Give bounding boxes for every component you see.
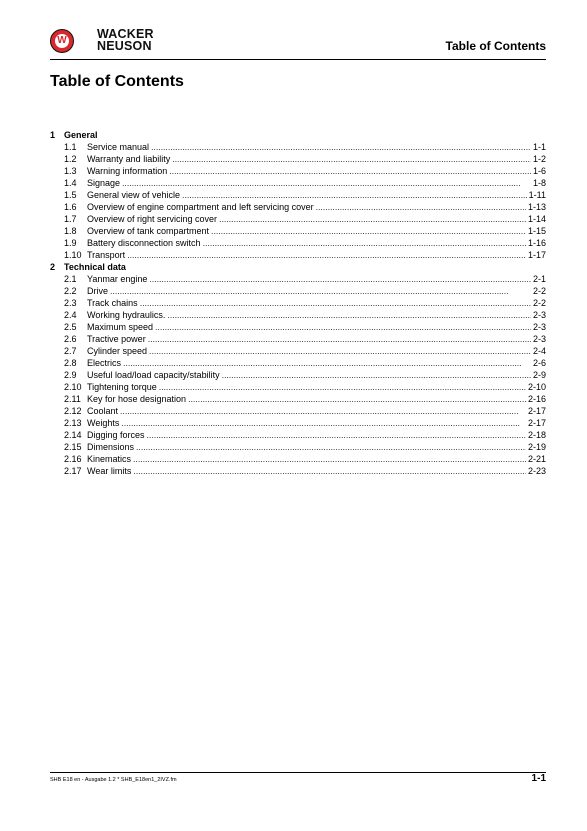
toc-section-title: General <box>64 130 98 140</box>
toc-entry[interactable] <box>50 201 546 213</box>
toc-entry-title: Tractive power <box>87 334 146 344</box>
toc-entry-page: 2-6 <box>532 358 546 368</box>
toc-entry-number: 2.12 <box>64 406 82 416</box>
toc-entry[interactable] <box>50 177 546 189</box>
toc-entry-page: 2-4 <box>532 346 546 356</box>
toc-entry-number: 2.7 <box>64 346 77 356</box>
toc-entry-page: 1-16 <box>527 238 546 248</box>
dot-leader <box>122 177 531 189</box>
toc-entry-page: 2-3 <box>532 334 546 344</box>
toc-entry-title: Service manual <box>87 142 150 152</box>
toc-entry[interactable] <box>50 393 546 405</box>
toc-entry-page: 1-8 <box>532 178 546 188</box>
toc-entry-title: Kinematics <box>87 454 132 464</box>
dot-leader <box>147 429 526 441</box>
toc-entry[interactable] <box>50 249 546 261</box>
toc-entry-page: 2-19 <box>527 442 546 452</box>
toc-entry-number: 2.11 <box>64 394 81 404</box>
toc-entry-number: 1.7 <box>64 214 77 224</box>
toc-entry-page: 2-21 <box>527 454 546 464</box>
dot-leader <box>149 345 531 357</box>
toc-entry-title: Overview of engine compartment and left servicing cover <box>87 202 314 212</box>
toc-section-number: 1 <box>50 130 56 140</box>
toc-entry-number: 1.10 <box>64 250 82 260</box>
toc-entry-number: 2.17 <box>64 466 82 476</box>
toc-entry-number: 1.8 <box>64 226 77 236</box>
toc-entry-number: 2.8 <box>64 358 77 368</box>
toc-entry-title: Transport <box>87 250 126 260</box>
dot-leader <box>172 153 531 165</box>
toc-entry[interactable] <box>50 345 546 357</box>
toc-entry[interactable] <box>50 273 546 285</box>
toc-entry[interactable] <box>50 285 546 297</box>
toc-entry-page: 1-17 <box>527 250 546 260</box>
toc-entry-title: Key for hose designation <box>87 394 187 404</box>
dot-leader <box>149 273 531 285</box>
dot-leader <box>123 357 531 369</box>
toc-entry-page: 2-2 <box>532 298 546 308</box>
toc-entry-page: 1-6 <box>532 166 546 176</box>
toc-entry-page: 1-1 <box>532 142 546 152</box>
footer-document-id: SHB E18 en - Ausgabe 1.2 * SHB_E18en1_2IVZ.fm <box>50 777 177 783</box>
toc-entry-page: 2-17 <box>527 418 546 428</box>
toc-entry-page: 2-1 <box>532 274 546 284</box>
toc-entry-page: 2-17 <box>527 406 546 416</box>
footer-page-number: 1-1 <box>531 773 546 784</box>
dot-leader <box>120 405 526 417</box>
toc-entry-number: 1.5 <box>64 190 77 200</box>
dot-leader <box>155 321 531 333</box>
toc-entry[interactable] <box>50 309 546 321</box>
toc-entry[interactable] <box>50 165 546 177</box>
toc-entry-number: 2.6 <box>64 334 77 344</box>
brand-line1: WACKER <box>97 27 154 41</box>
dot-leader <box>151 141 531 153</box>
toc-entry-number: 2.16 <box>64 454 82 464</box>
dot-leader <box>127 249 526 261</box>
toc-entry-page: 1-2 <box>532 154 546 164</box>
dot-leader <box>222 369 531 381</box>
toc-entry[interactable] <box>50 225 546 237</box>
brand-name <box>97 28 154 52</box>
toc-entry[interactable] <box>50 417 546 429</box>
toc-entry-number: 1.3 <box>64 166 77 176</box>
toc-entry-page: 2-18 <box>527 430 546 440</box>
dot-leader <box>182 189 527 201</box>
toc-entry-number: 1.4 <box>64 178 77 188</box>
toc-entry[interactable] <box>50 405 546 417</box>
toc-entry-number: 1.9 <box>64 238 77 248</box>
toc-section-number: 2 <box>50 262 56 272</box>
dot-leader <box>159 381 526 393</box>
toc-entry[interactable] <box>50 321 546 333</box>
dot-leader <box>188 393 526 405</box>
toc-entry-page: 2-10 <box>527 382 546 392</box>
toc-entry-page: 1-14 <box>527 214 546 224</box>
dot-leader <box>133 453 526 465</box>
toc-entry-title: Dimensions <box>87 442 135 452</box>
dot-leader <box>203 237 526 249</box>
toc-entry-number: 2.13 <box>64 418 82 428</box>
toc-entry[interactable] <box>50 333 546 345</box>
toc-entry-title: Weights <box>87 418 120 428</box>
toc-entry-title: Coolant <box>87 406 119 416</box>
dot-leader <box>140 297 531 309</box>
toc-entry-number: 2.14 <box>64 430 82 440</box>
footer-divider <box>50 772 546 773</box>
toc-entry-page: 1-15 <box>527 226 546 236</box>
toc-entry-title: Drive <box>87 286 109 296</box>
toc-entry[interactable] <box>50 153 546 165</box>
toc-entry-title: Useful load/load capacity/stability <box>87 370 220 380</box>
toc-entry-number: 1.6 <box>64 202 77 212</box>
toc-entry-title: Track chains <box>87 298 138 308</box>
toc-entry-page: 2-2 <box>532 286 546 296</box>
toc-entry-title: Warning information <box>87 166 168 176</box>
dot-leader <box>211 225 526 237</box>
toc-entry-number: 2.4 <box>64 310 77 320</box>
toc-entry-title: Warranty and liability <box>87 154 171 164</box>
toc-entry-title: Tightening torque <box>87 382 157 392</box>
toc-entry-page: 2-3 <box>532 322 546 332</box>
toc-entry-title: Maximum speed <box>87 322 154 332</box>
toc-entry-number: 2.10 <box>64 382 82 392</box>
toc-entry-title: Electrics <box>87 358 122 368</box>
toc-entry[interactable] <box>50 357 546 369</box>
toc-entry-title: Yanmar engine <box>87 274 148 284</box>
toc-entry-title: Overview of tank compartment <box>87 226 210 236</box>
toc-entry-number: 2.2 <box>64 286 77 296</box>
dot-leader <box>121 417 526 429</box>
toc-entry-number: 2.15 <box>64 442 82 452</box>
toc-entry[interactable] <box>50 429 546 441</box>
dot-leader <box>169 165 531 177</box>
toc-entry-number: 2.5 <box>64 322 77 332</box>
toc-entry-page: 2-9 <box>532 370 546 380</box>
toc-entry[interactable] <box>50 369 546 381</box>
toc-entry[interactable] <box>50 189 546 201</box>
dot-leader <box>148 333 531 345</box>
header-divider <box>50 59 546 60</box>
dot-leader <box>167 309 531 321</box>
toc-section-heading[interactable] <box>50 261 546 273</box>
toc-entry-title: Signage <box>87 178 121 188</box>
toc-entry[interactable] <box>50 297 546 309</box>
dot-leader <box>110 285 531 297</box>
toc-entry-title: Battery disconnection switch <box>87 238 201 248</box>
toc-entry-page: 1-13 <box>527 202 546 212</box>
toc-section-title: Technical data <box>64 262 126 272</box>
toc-entry[interactable] <box>50 441 546 453</box>
toc-section-heading[interactable] <box>50 129 546 141</box>
dot-leader <box>316 201 526 213</box>
dot-leader <box>136 441 526 453</box>
toc-entry-number: 1.2 <box>64 154 77 164</box>
page-title: Table of Contents <box>50 73 184 90</box>
toc-entry-page: 2-23 <box>527 466 546 476</box>
header-title: Table of Contents <box>445 39 546 53</box>
toc-entry[interactable] <box>50 237 546 249</box>
toc-entry-title: Overview of right servicing cover <box>87 214 218 224</box>
toc-entry-number: 2.3 <box>64 298 77 308</box>
toc-entry-number: 1.1 <box>64 142 77 152</box>
dot-leader <box>219 213 526 225</box>
toc-entry-title: General view of vehicle <box>87 190 181 200</box>
dot-leader <box>133 465 526 477</box>
toc-entry-title: Wear limits <box>87 466 132 476</box>
toc-entry[interactable] <box>50 381 546 393</box>
toc-entry-number: 2.9 <box>64 370 77 380</box>
toc-entry-page: 2-3 <box>532 310 546 320</box>
toc-entry[interactable] <box>50 453 546 465</box>
toc-entry-page: 1-11 <box>528 190 546 200</box>
toc-entry-title: Cylinder speed <box>87 346 148 356</box>
wacker-neuson-logo-icon: W <box>50 29 74 53</box>
toc-entry[interactable] <box>50 141 546 153</box>
brand-line2: NEUSON <box>97 39 152 53</box>
toc-entry-title: Working hydraulics. <box>87 310 166 320</box>
toc-entry[interactable] <box>50 465 546 477</box>
toc-entry-number: 2.1 <box>64 274 77 284</box>
toc-entry-page: 2-16 <box>527 394 546 404</box>
brand-logo <box>50 29 180 55</box>
table-of-contents <box>50 129 546 477</box>
toc-entry-title: Digging forces <box>87 430 145 440</box>
toc-entry[interactable] <box>50 213 546 225</box>
